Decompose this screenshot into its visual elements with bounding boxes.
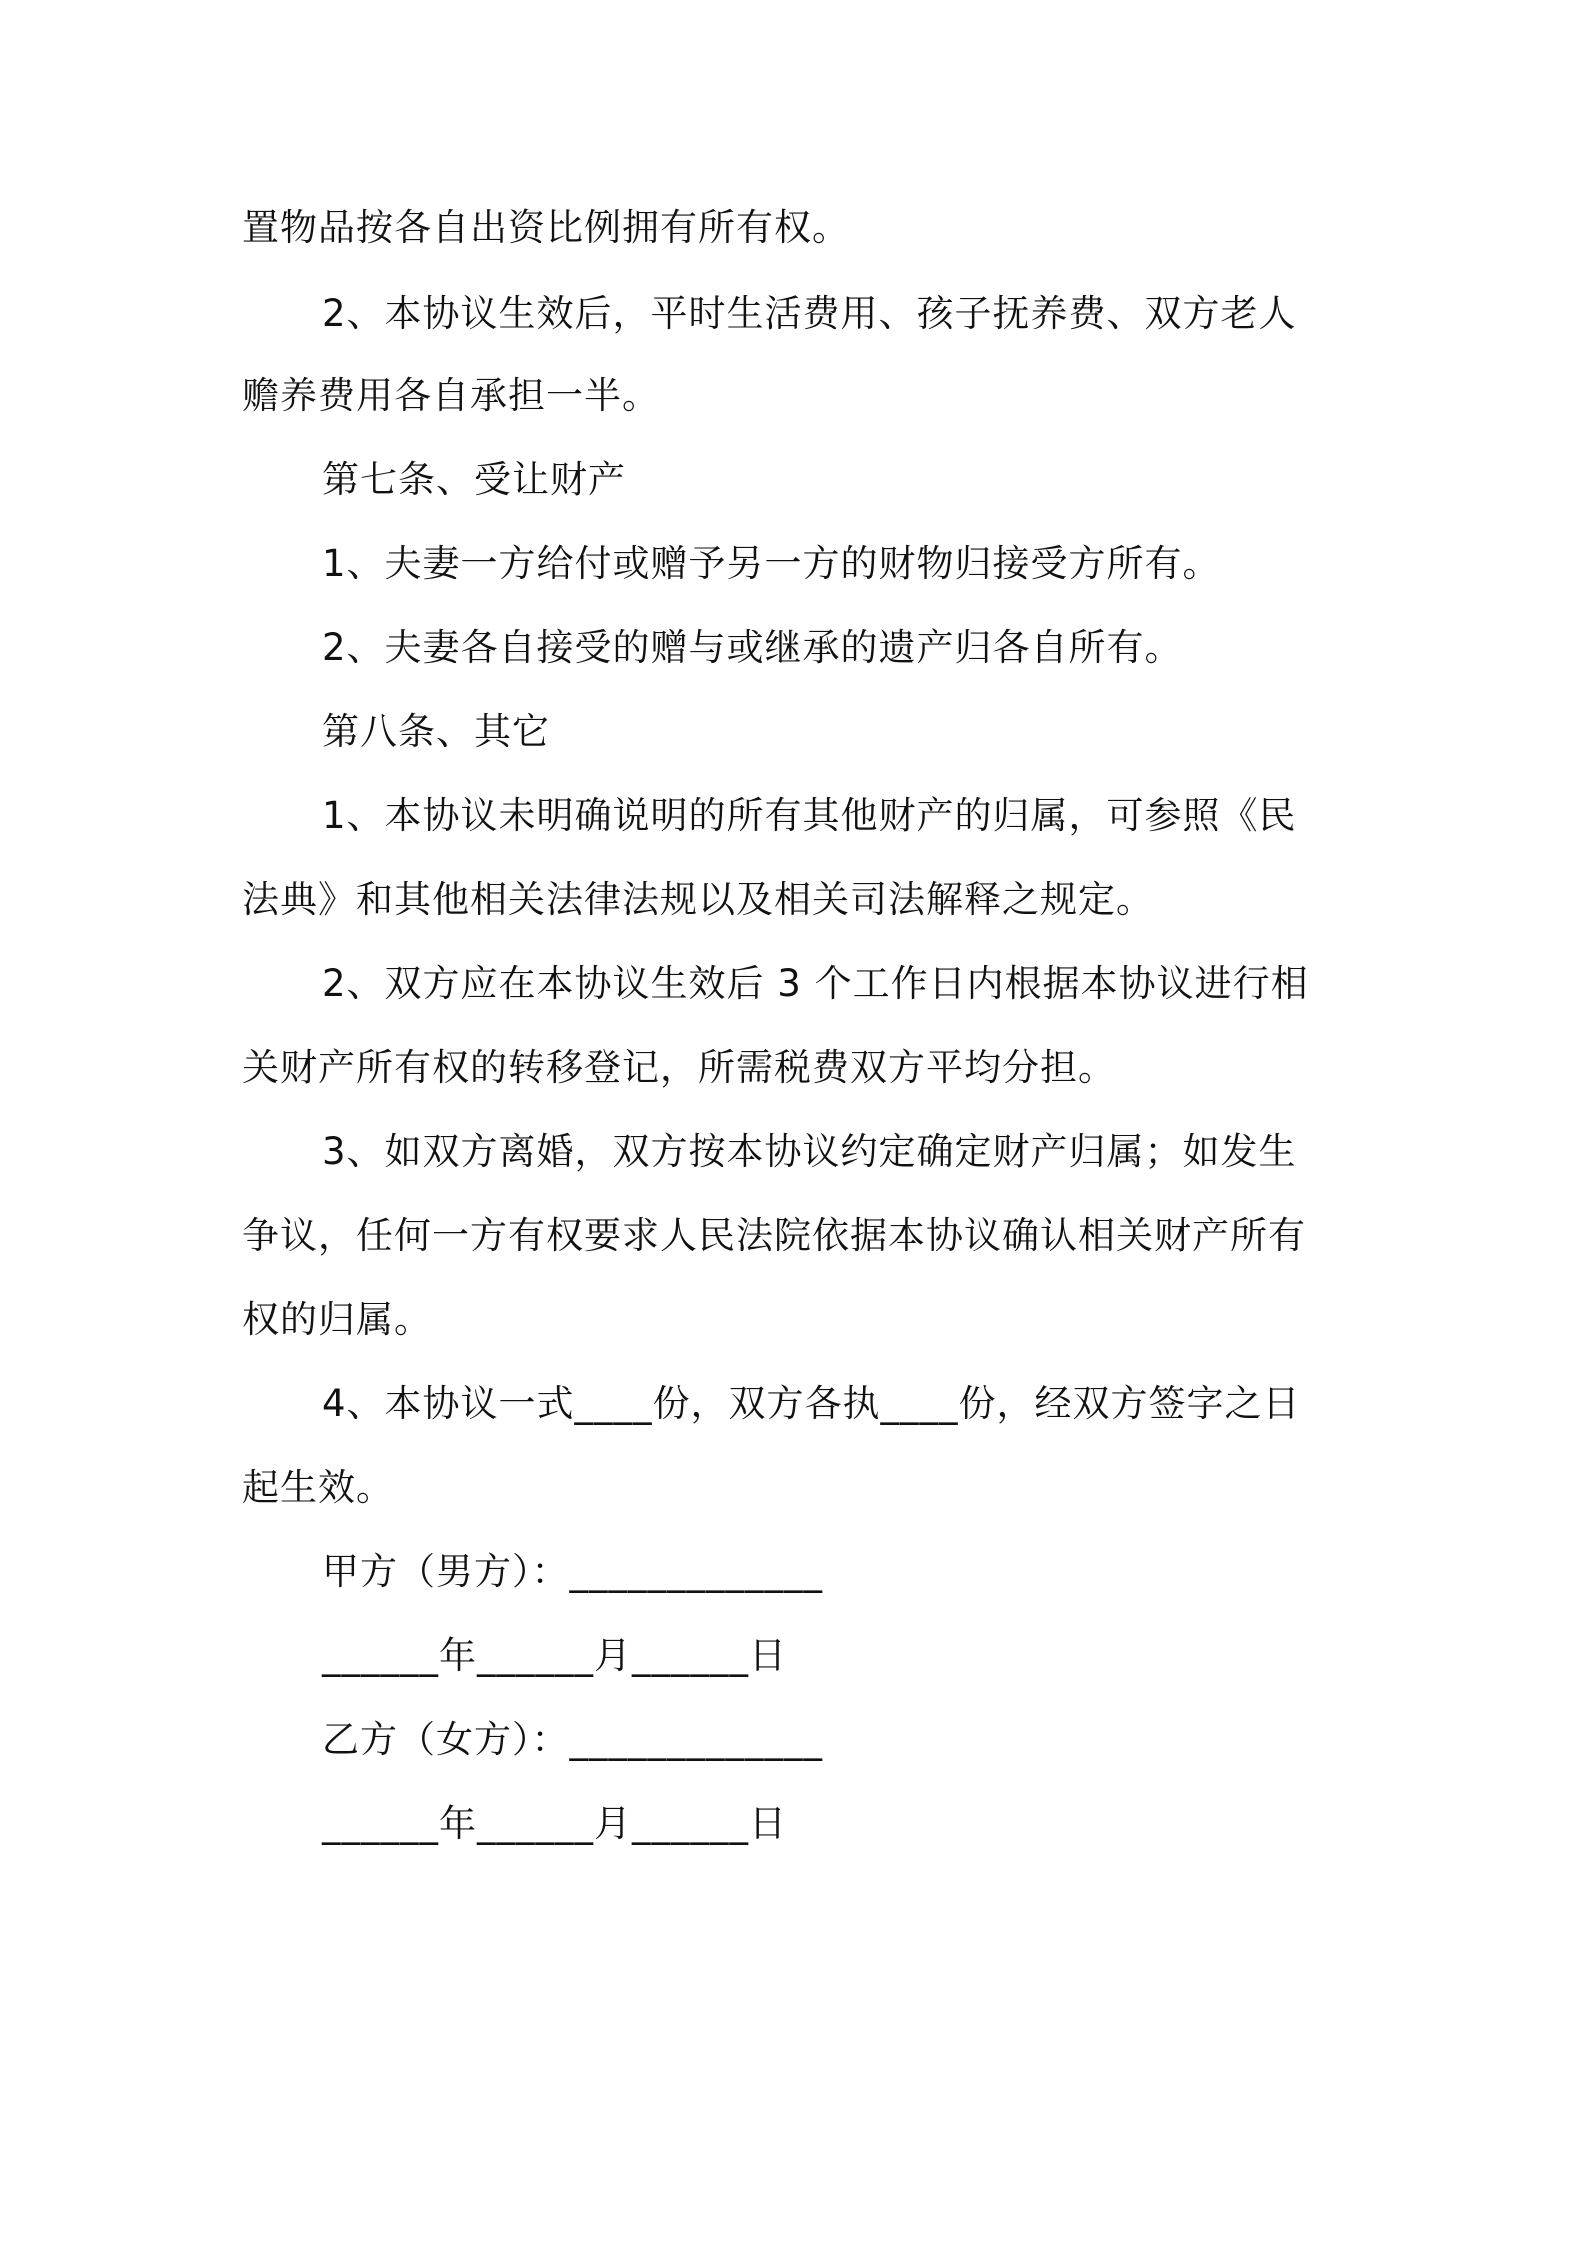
text-line: 2、双方应在本协议生效后 3 个工作日内根据本协议进行相 [322, 962, 1309, 1005]
text-line: 关财产所有权的转移登记，所需税费双方平均分担。 [242, 1046, 1116, 1089]
party-a-signature-line: 甲方（男方）：_____________ [322, 1550, 823, 1593]
text-line: 2、夫妻各自接受的赠与或继承的遗产归各自所有。 [322, 626, 1183, 669]
text-line: 法典》和其他相关法律法规以及相关司法解释之规定。 [242, 878, 1154, 921]
text-line: 赡养费用各自承担一半。 [242, 374, 660, 417]
text-line: 争议，任何一方有权要求人民法院依据本协议确认相关财产所有 [242, 1214, 1306, 1257]
text-line: 1、本协议未明确说明的所有其他财产的归属，可参照《民 [322, 794, 1297, 837]
article-heading: 第八条、其它 [322, 710, 550, 753]
party-a-date-line: ______年______月______日 [322, 1634, 787, 1677]
text-line: 起生效。 [242, 1466, 394, 1509]
text-line: 置物品按各自出资比例拥有所有权。 [242, 206, 850, 249]
text-line: 2、本协议生效后，平时生活费用、孩子抚养费、双方老人 [322, 292, 1297, 335]
text-line: 4、本协议一式____份，双方各执____份，经双方签字之日 [322, 1382, 1301, 1425]
party-b-signature-line: 乙方（女方）：_____________ [322, 1718, 823, 1761]
article-heading: 第七条、受让财产 [322, 458, 626, 501]
text-line: 1、夫妻一方给付或赠予另一方的财物归接受方所有。 [322, 542, 1221, 585]
text-line: 权的归属。 [242, 1298, 432, 1341]
text-line: 3、如双方离婚，双方按本协议约定确定财产归属；如发生 [322, 1130, 1297, 1173]
party-b-date-line: ______年______月______日 [322, 1802, 787, 1845]
